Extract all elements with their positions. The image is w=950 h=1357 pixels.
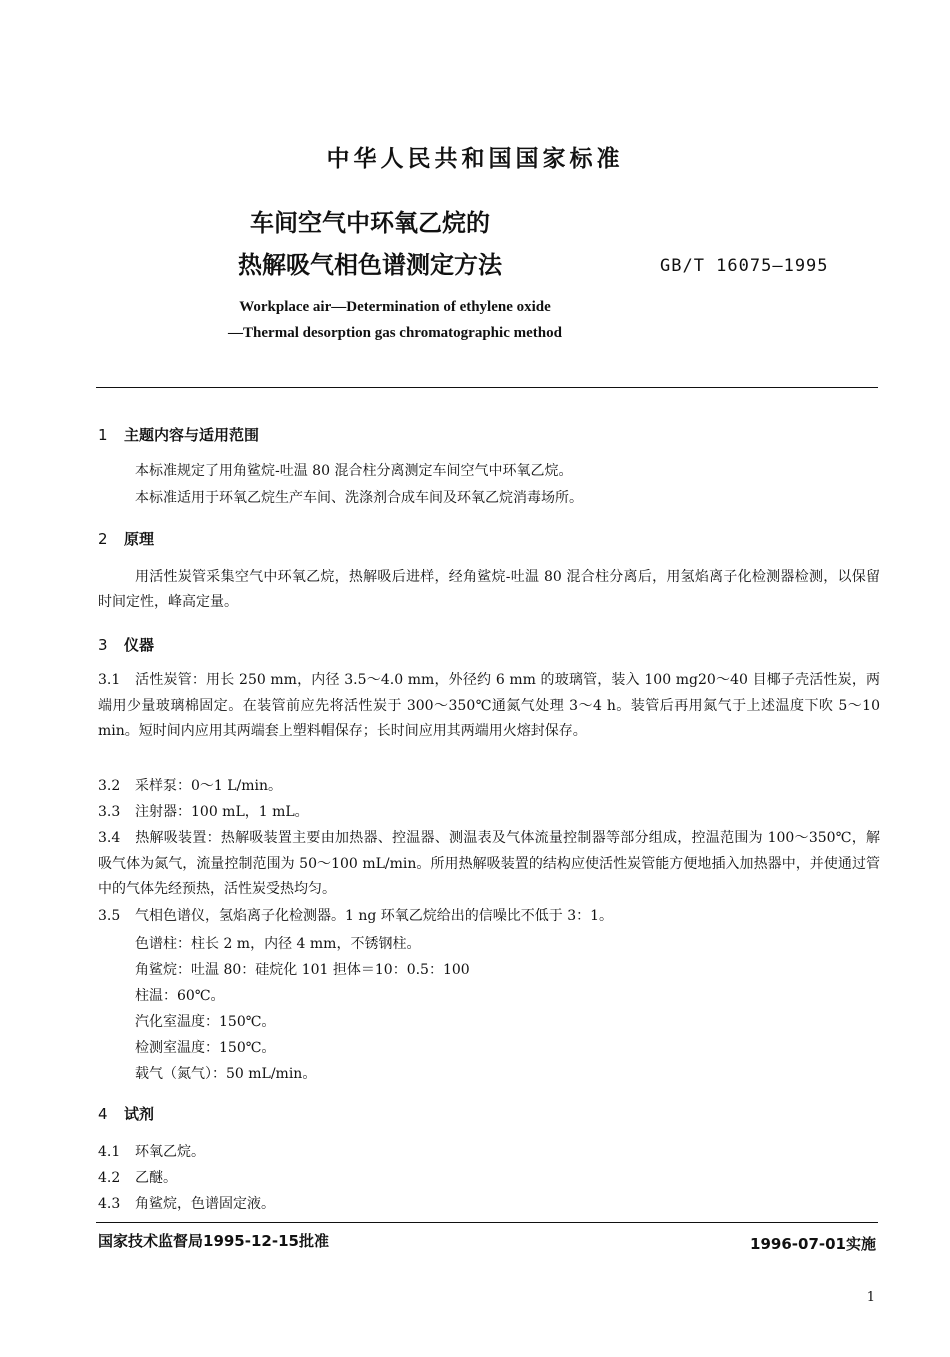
section-1-paragraph-2: 本标准适用于环氧乙烷生产车间、洗涤剂合成车间及环氧乙烷消毒场所。 [135,490,583,506]
item-number: 3.3 [98,804,121,820]
item-4-2 [98,1166,880,1192]
item-3-5 [98,904,880,930]
page-number: 1 [866,1290,875,1305]
item-text: 热解吸装置：热解吸装置主要由加热器、控温器、测温表及气体流量控制器等部分组成，控温范围为 100～350℃，解吸气体为氮气，流量控制范围为 50～100 mL/min。所用热解吸装置的结构应使活性炭管能方便地插入加热器中，并使通过管中的气体先经预热，活性炭受热均匀。 [98,830,880,897]
column-spec: 色谱柱：柱长 2 m，内径 4 mm，不锈钢柱。 [135,936,421,952]
item-text: 角鲨烷，色谱固定液。 [135,1196,275,1212]
item-3-3 [98,800,880,826]
section-number: 4 [98,1105,108,1123]
section-number: 3 [98,636,108,654]
section-number: 2 [98,530,108,548]
item-4-3 [98,1192,880,1218]
item-number: 3.4 [98,830,121,846]
item-3-4 [98,826,880,903]
item-4-1 [98,1140,880,1166]
item-number: 4.3 [98,1196,121,1212]
item-text: 注射器：100 mL，1 mL。 [135,804,309,820]
footer-divider [96,1222,878,1223]
section-number: 1 [98,426,108,444]
section-3-heading [98,634,154,655]
section-2-heading [98,528,154,549]
title-cn-line2: 热解吸气相色谱测定方法 [238,251,502,279]
section-1-paragraph-1: 本标准规定了用角鲨烷-吐温 80 混合柱分离测定车间空气中环氧乙烷。 [135,463,573,479]
section-1-heading [98,424,259,445]
item-text: 活性炭管：用长 250 mm，内径 3.5～4.0 mm，外径约 6 mm 的玻璃管，装入 100 mg20～40 目椰子壳活性炭，两端用少量玻璃棉固定。在装管前应先将活性炭于 300～350℃通氮气处理 3～4 h。装管后再用氮气于上述温度下吹 5～10 min。短时间内应用其两端套上塑料帽保存；长时间应用其两端用火熔封保存。 [98,672,880,739]
effective-date: 1996-07-01实施 [750,1235,876,1253]
item-text: 采样泵：0～1 L/min。 [135,778,283,794]
stationary-phase-ratio: 角鲨烷：吐温 80：硅烷化 101 担体＝10：0.5：100 [135,962,470,978]
vaporization-temperature: 汽化室温度：150℃。 [135,1014,276,1030]
detector-temperature: 检测室温度：150℃。 [135,1040,276,1056]
section-title: 试剂 [124,1105,155,1123]
section-title: 原理 [124,530,155,548]
section-title: 仪器 [124,636,155,654]
standard-code: GB/T 16075—1995 [660,256,829,276]
approval-statement: 国家技术监督局1995-12-15批准 [98,1232,329,1250]
item-number: 3.2 [98,778,121,794]
carrier-gas: 载气（氮气）：50 mL/min。 [135,1066,317,1082]
title-en-line1: Workplace air—Determination of ethylene oxide [239,299,551,315]
section-title: 主题内容与适用范围 [124,426,260,444]
item-text: 环氧乙烷。 [135,1144,205,1160]
item-3-2 [98,774,880,800]
item-number: 4.2 [98,1170,121,1186]
section-2-paragraph-1: 用活性炭管采集空气中环氧乙烷，热解吸后进样，经角鲨烷-吐温 80 混合柱分离后，用氢焰离子化检测器检测，以保留时间定性，峰高定量。 [98,569,880,610]
column-temperature: 柱温：60℃。 [135,988,225,1004]
item-number: 3.5 [98,908,121,924]
title-cn-line1: 车间空气中环氧乙烷的 [250,209,490,237]
header-divider [96,387,878,388]
item-number: 3.1 [98,672,121,688]
item-3-1 [98,668,880,745]
national-standard-heading: 中华人民共和国国家标准 [326,146,624,172]
title-en-line2: —Thermal desorption gas chromatographic method [228,325,562,341]
item-text: 气相色谱仪，氢焰离子化检测器。1 ng 环氧乙烷给出的信噪比不低于 3：1。 [135,908,614,924]
section-4-heading [98,1103,154,1124]
item-number: 4.1 [98,1144,121,1160]
item-text: 乙醚。 [135,1170,177,1186]
